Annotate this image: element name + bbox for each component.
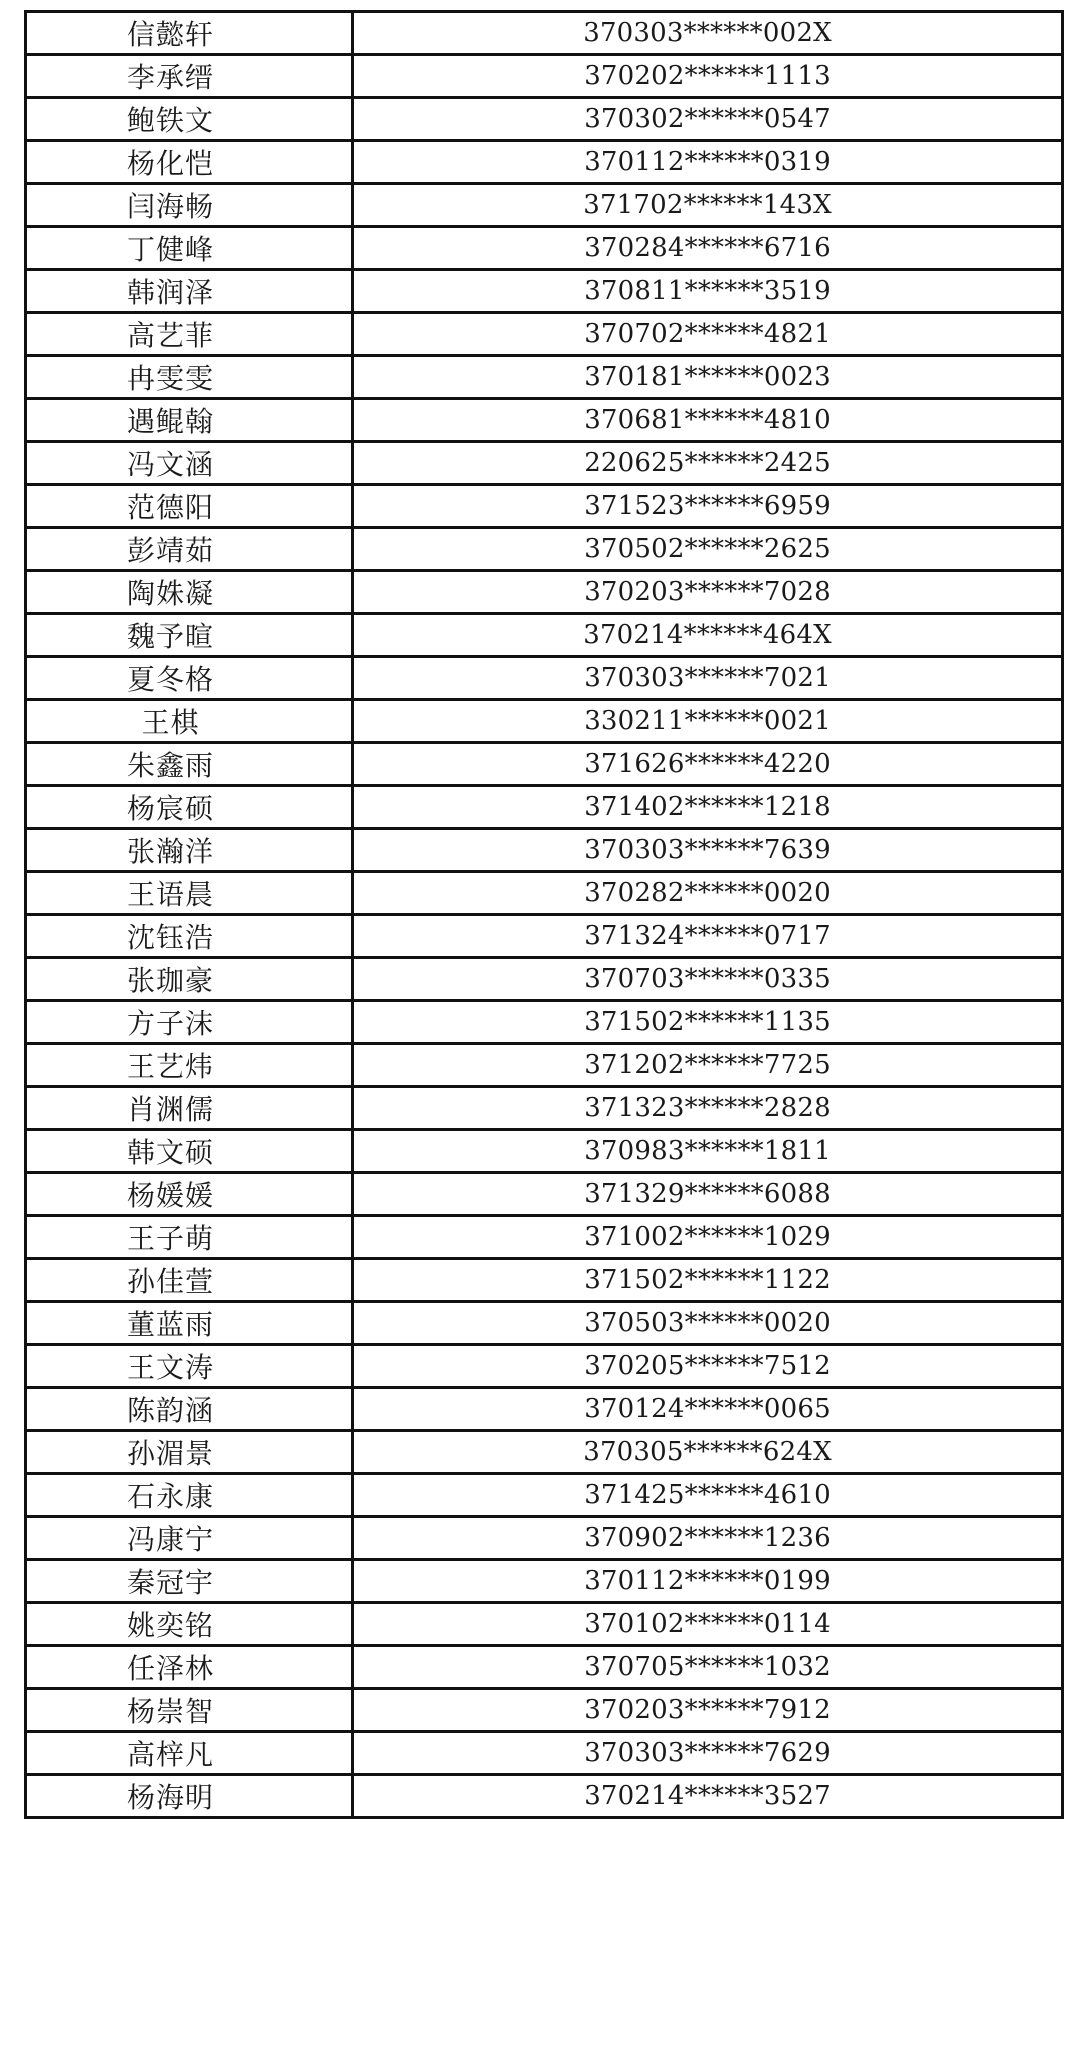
id-number-cell: 370214******3527 [353,1775,1063,1818]
name-cell [26,356,353,399]
table-row [26,1044,1063,1087]
name-cell [26,571,353,614]
table-row [26,1001,1063,1044]
id-number-cell: 370205******7512 [353,1345,1063,1388]
person-name: 李承缙 [126,61,214,94]
roster-table [24,10,1064,1819]
person-name: 孙湄景 [126,1437,214,1470]
name-cell [26,958,353,1001]
person-name: 杨化恺 [126,147,214,180]
name-cell [26,1044,353,1087]
person-name: 杨宸硕 [126,792,214,825]
id-number-cell: 370203******7912 [353,1689,1063,1732]
id-number-cell: 371523******6959 [353,485,1063,528]
name-cell [26,184,353,227]
person-name: 董蓝雨 [126,1308,214,1341]
table-row [26,356,1063,399]
name-cell [26,141,353,184]
table-row [26,98,1063,141]
name-cell [26,399,353,442]
person-name: 冯康宁 [126,1523,214,1556]
person-name: 任泽林 [126,1652,214,1685]
person-name: 魏予暄 [126,620,214,653]
name-cell [26,657,353,700]
id-number-cell: 370284******6716 [353,227,1063,270]
person-name: 冉雯雯 [126,362,214,395]
table-row [26,872,1063,915]
person-name: 肖渊儒 [126,1093,214,1126]
id-number-cell: 370102******0114 [353,1603,1063,1646]
table-row [26,1130,1063,1173]
table-row [26,614,1063,657]
table-row [26,743,1063,786]
name-cell [26,1560,353,1603]
id-number-cell: 370214******464X [353,614,1063,657]
id-number-cell: 371324******0717 [353,915,1063,958]
table-row [26,1646,1063,1689]
id-number-cell: 370502******2625 [353,528,1063,571]
name-cell [26,743,353,786]
table-row [26,700,1063,743]
name-cell [26,1345,353,1388]
name-cell [26,1130,353,1173]
id-number-cell: 370303******7639 [353,829,1063,872]
id-number-cell: 370202******1113 [353,55,1063,98]
person-name: 姚奕铭 [126,1609,214,1642]
person-name: 杨崇智 [126,1695,214,1728]
name-cell [26,1388,353,1431]
name-cell [26,1001,353,1044]
id-number-cell: 371402******1218 [353,786,1063,829]
name-cell [26,700,353,743]
name-cell [26,12,353,55]
table-row [26,227,1063,270]
person-name: 韩文硕 [126,1136,214,1169]
table-row [26,1689,1063,1732]
name-cell [26,1603,353,1646]
person-name: 丁健峰 [126,233,214,266]
table-row [26,1431,1063,1474]
id-number-cell: 370703******0335 [353,958,1063,1001]
id-number-cell: 371323******2828 [353,1087,1063,1130]
person-name: 冯文涵 [126,448,214,481]
name-cell [26,1775,353,1818]
name-cell [26,1173,353,1216]
name-cell [26,915,353,958]
name-cell [26,442,353,485]
person-name: 杨海明 [126,1781,214,1814]
table-row [26,1560,1063,1603]
person-name: 鲍铁文 [126,104,214,137]
person-name: 韩润泽 [126,276,214,309]
name-cell [26,98,353,141]
table-row [26,184,1063,227]
table-row [26,915,1063,958]
person-name: 陈韵涵 [126,1394,214,1427]
name-cell [26,485,353,528]
id-number-cell: 370983******1811 [353,1130,1063,1173]
person-name: 陶姝凝 [126,577,214,610]
table-row [26,313,1063,356]
name-cell [26,786,353,829]
id-number-cell: 371425******4610 [353,1474,1063,1517]
id-number-cell: 370303******7021 [353,657,1063,700]
name-cell [26,55,353,98]
table-row [26,55,1063,98]
person-name: 沈钰浩 [126,921,214,954]
table-row [26,1732,1063,1775]
table-row [26,1302,1063,1345]
person-name: 杨媛媛 [126,1179,214,1212]
person-name: 夏冬格 [126,663,214,696]
person-name: 石永康 [126,1480,214,1513]
person-name: 闫海畅 [126,190,214,223]
person-name: 王文涛 [126,1351,214,1384]
person-name: 彭靖茹 [126,534,214,567]
roster-table-body [26,12,1063,1818]
table-row [26,528,1063,571]
table-row [26,1517,1063,1560]
id-number-cell: 371702******143X [353,184,1063,227]
id-number-cell: 370702******4821 [353,313,1063,356]
table-row [26,1603,1063,1646]
table-row [26,1087,1063,1130]
person-name: 信懿轩 [126,18,214,51]
id-number-cell: 330211******0021 [353,700,1063,743]
id-number-cell: 370282******0020 [353,872,1063,915]
table-row [26,1474,1063,1517]
name-cell [26,1259,353,1302]
name-cell [26,313,353,356]
name-cell [26,1087,353,1130]
name-cell [26,872,353,915]
id-number-cell: 370124******0065 [353,1388,1063,1431]
id-number-cell: 370303******002X [353,12,1063,55]
table-row [26,270,1063,313]
table-row [26,12,1063,55]
table-row [26,1388,1063,1431]
table-row [26,829,1063,872]
person-name: 王艺炜 [126,1050,214,1083]
person-name: 高梓凡 [126,1738,214,1771]
table-row [26,1216,1063,1259]
person-name: 范德阳 [126,491,214,524]
table-row [26,442,1063,485]
name-cell [26,614,353,657]
name-cell [26,1689,353,1732]
name-cell [26,1646,353,1689]
name-cell [26,528,353,571]
id-number-cell: 370503******0020 [353,1302,1063,1345]
table-row [26,1173,1063,1216]
name-cell [26,227,353,270]
table-row [26,1775,1063,1818]
id-number-cell: 370112******0319 [353,141,1063,184]
id-number-cell: 371202******7725 [353,1044,1063,1087]
table-row [26,399,1063,442]
name-cell [26,1302,353,1345]
id-number-cell: 371329******6088 [353,1173,1063,1216]
id-number-cell: 370181******0023 [353,356,1063,399]
person-name: 张瀚洋 [126,835,214,868]
table-row [26,1345,1063,1388]
id-number-cell: 371502******1122 [353,1259,1063,1302]
id-number-cell: 370811******3519 [353,270,1063,313]
roster-sheet [24,10,1064,1819]
name-cell [26,1517,353,1560]
name-cell [26,1474,353,1517]
table-row [26,141,1063,184]
person-name: 王语晨 [126,878,214,911]
person-name: 方子沫 [126,1007,214,1040]
table-row [26,1259,1063,1302]
person-name: 王棋 [141,706,200,739]
person-name: 王子萌 [126,1222,214,1255]
id-number-cell: 370305******624X [353,1431,1063,1474]
id-number-cell: 371626******4220 [353,743,1063,786]
id-number-cell: 370902******1236 [353,1517,1063,1560]
id-number-cell: 370681******4810 [353,399,1063,442]
id-number-cell: 370112******0199 [353,1560,1063,1603]
id-number-cell: 371002******1029 [353,1216,1063,1259]
name-cell [26,829,353,872]
name-cell [26,1431,353,1474]
person-name: 孙佳萱 [126,1265,214,1298]
id-number-cell: 371502******1135 [353,1001,1063,1044]
person-name: 秦冠宇 [126,1566,214,1599]
id-number-cell: 370203******7028 [353,571,1063,614]
id-number-cell: 370303******7629 [353,1732,1063,1775]
table-row [26,786,1063,829]
table-row [26,571,1063,614]
name-cell [26,1216,353,1259]
table-row [26,485,1063,528]
table-row [26,958,1063,1001]
table-row [26,657,1063,700]
name-cell [26,1732,353,1775]
id-number-cell: 220625******2425 [353,442,1063,485]
name-cell [26,270,353,313]
person-name: 朱鑫雨 [126,749,214,782]
id-number-cell: 370302******0547 [353,98,1063,141]
person-name: 张珈豪 [126,964,214,997]
person-name: 高艺菲 [126,319,214,352]
id-number-cell: 370705******1032 [353,1646,1063,1689]
person-name: 遇鲲翰 [126,405,214,438]
